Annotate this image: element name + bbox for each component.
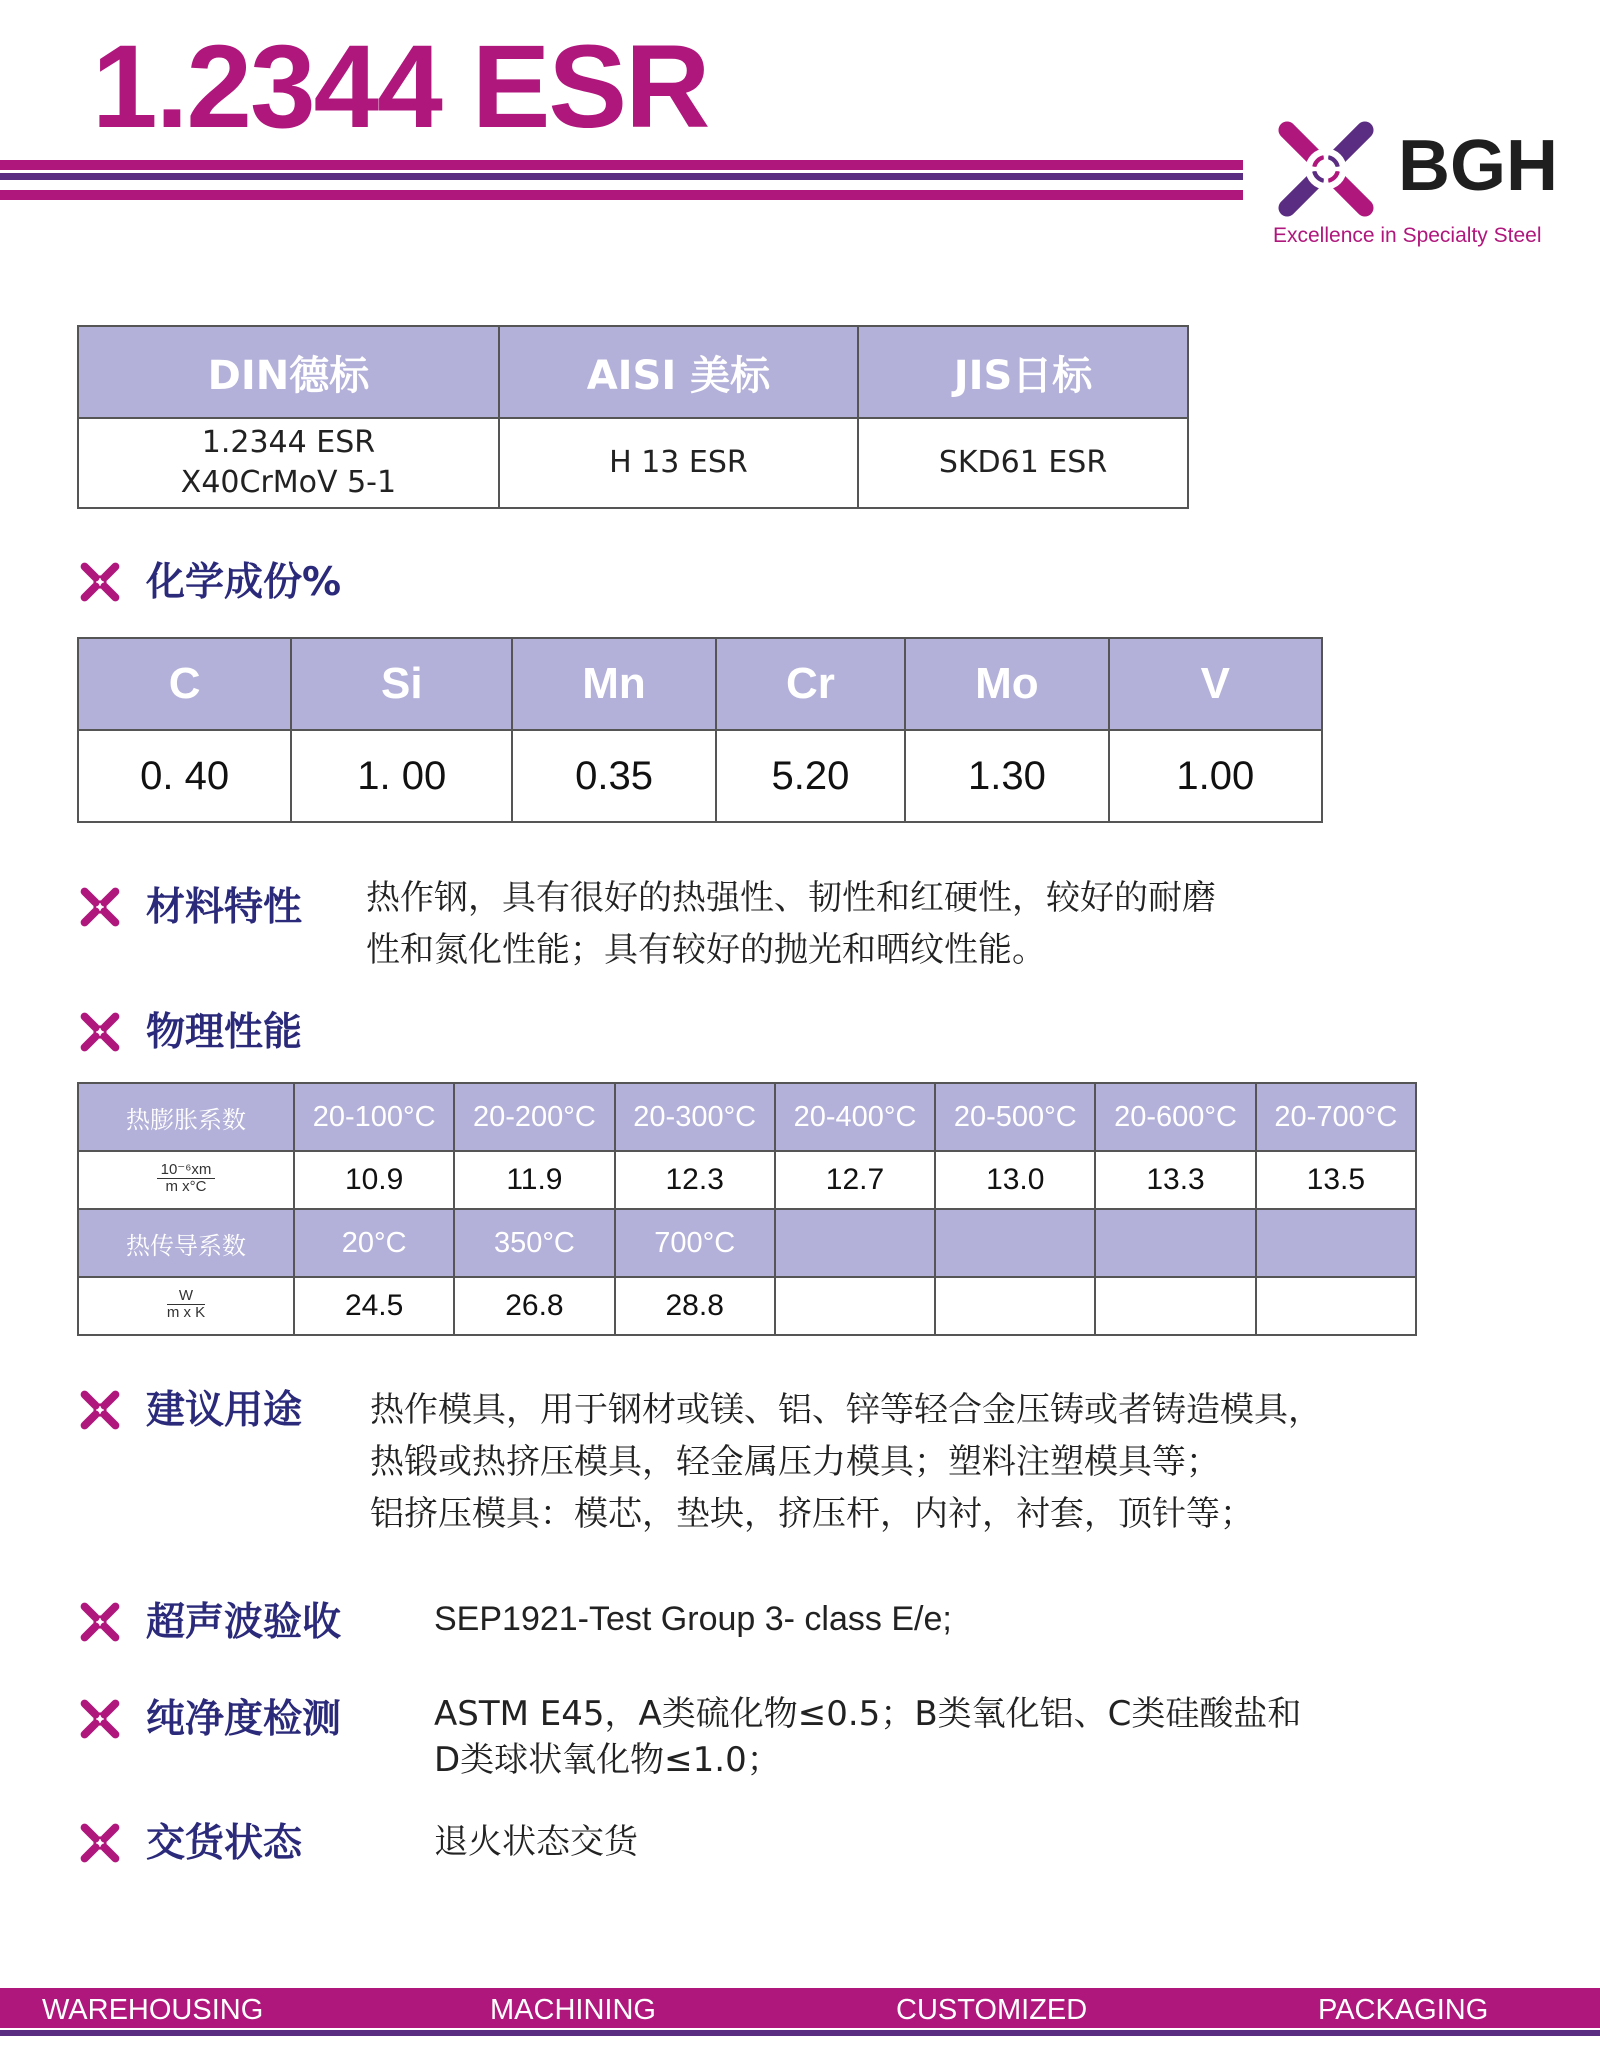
expansion-temp-header: 20-200°C	[454, 1083, 614, 1151]
unit-numerator: W	[167, 1288, 205, 1305]
standards-header-jis: JIS日标	[858, 326, 1188, 418]
expansion-temp-header: 20-300°C	[615, 1083, 775, 1151]
element-value: 1.30	[905, 730, 1108, 822]
purity-line: ASTM E45，A类硫化物≤0.5；B类氧化铝、C类硅酸盐和	[434, 1694, 1302, 1734]
section-x-icon	[78, 1600, 122, 1644]
section-x-icon	[78, 1697, 122, 1741]
purity-text	[434, 1691, 1301, 1783]
section-title-chemical: 化学成份%	[146, 560, 342, 605]
din-grade: 1.2344 ESR	[201, 425, 376, 460]
bgh-x-logo-icon	[1272, 115, 1380, 223]
unit-fraction	[157, 1162, 216, 1195]
conductivity-value: 26.8	[454, 1277, 614, 1335]
section-x-icon	[78, 560, 122, 604]
expansion-value: 12.3	[615, 1151, 775, 1209]
section-x-icon	[78, 1010, 122, 1054]
element-value: 1.00	[1109, 730, 1322, 822]
empty-header-cell	[1095, 1209, 1255, 1277]
expansion-value: 11.9	[454, 1151, 614, 1209]
conductivity-temp-header: 350°C	[454, 1209, 614, 1277]
purity-line: D类球状氧化物≤1.0；	[434, 1740, 781, 1780]
unit-denominator: m x°C	[165, 1177, 207, 1195]
standards-value-din	[78, 418, 499, 508]
element-header: Mo	[905, 638, 1108, 730]
section-title-ultrasonic: 超声波验收	[146, 1600, 342, 1645]
element-value: 0. 40	[78, 730, 291, 822]
conductivity-temp-header: 20°C	[294, 1209, 454, 1277]
empty-cell	[1095, 1277, 1255, 1335]
standards-header-din: DIN德标	[78, 326, 499, 418]
element-value: 5.20	[716, 730, 905, 822]
empty-header-cell	[775, 1209, 935, 1277]
section-x-icon	[78, 1821, 122, 1865]
section-title-delivery: 交货状态	[146, 1821, 303, 1866]
standards-header-aisi: AISI 美标	[499, 326, 858, 418]
standards-table	[77, 325, 1189, 509]
conductivity-label: 热传导系数	[78, 1209, 294, 1277]
expansion-value: 13.3	[1095, 1151, 1255, 1209]
element-value: 0.35	[512, 730, 715, 822]
element-header: V	[1109, 638, 1322, 730]
expansion-label: 热膨胀系数	[78, 1083, 294, 1151]
expansion-temp-header: 20-600°C	[1095, 1083, 1255, 1151]
usage-line: 铝挤压模具：模芯，垫块，挤压杆，内衬，衬套，顶针等；	[370, 1494, 1254, 1534]
expansion-temp-header: 20-700°C	[1256, 1083, 1416, 1151]
section-title-material: 材料特性	[146, 885, 303, 930]
expansion-value: 12.7	[775, 1151, 935, 1209]
material-line: 热作钢，具有很好的热强性、韧性和红硬性，较好的耐磨	[366, 878, 1216, 918]
chemical-table	[77, 637, 1323, 823]
expansion-value: 13.0	[935, 1151, 1095, 1209]
page-title: 1.2344 ESR	[92, 21, 709, 153]
empty-cell	[1256, 1277, 1416, 1335]
footer-item-customized: CUSTOMIZED	[896, 1994, 1088, 2026]
expansion-temp-header: 20-400°C	[775, 1083, 935, 1151]
conductivity-value: 24.5	[294, 1277, 454, 1335]
header-bar-magenta	[0, 160, 1243, 170]
empty-cell	[935, 1277, 1095, 1335]
unit-denominator: m x K	[166, 1303, 206, 1321]
expansion-unit	[78, 1151, 294, 1209]
element-header: Cr	[716, 638, 905, 730]
usage-line: 热作模具，用于钢材或镁、铝、锌等轻合金压铸或者铸造模具，	[370, 1390, 1322, 1430]
section-title-physical: 物理性能	[146, 1010, 303, 1055]
brand-name: BGH	[1398, 126, 1558, 206]
unit-numerator: 10⁻⁶xm	[157, 1162, 216, 1179]
delivery-text: 退火状态交货	[434, 1822, 638, 1862]
element-header: Mn	[512, 638, 715, 730]
expansion-temp-header: 20-500°C	[935, 1083, 1095, 1151]
expansion-temp-header: 20-100°C	[294, 1083, 454, 1151]
standards-value-jis: SKD61 ESR	[858, 418, 1188, 508]
material-line: 性和氮化性能；具有较好的抛光和晒纹性能。	[366, 930, 1046, 970]
conductivity-unit	[78, 1277, 294, 1335]
element-value: 1. 00	[291, 730, 512, 822]
empty-header-cell	[1256, 1209, 1416, 1277]
usage-line: 热锻或热挤压模具，轻金属压力模具；塑料注塑模具等；	[370, 1442, 1220, 1482]
section-title-purity: 纯净度检测	[146, 1697, 342, 1742]
brand-tagline: Excellence in Specialty Steel	[1273, 224, 1542, 247]
unit-fraction	[167, 1288, 205, 1321]
element-header: C	[78, 638, 291, 730]
footer-bar-purple	[0, 2030, 1600, 2036]
usage-description	[370, 1384, 1322, 1540]
material-description	[366, 872, 1216, 976]
conductivity-value: 28.8	[615, 1277, 775, 1335]
expansion-value: 13.5	[1256, 1151, 1416, 1209]
empty-cell	[775, 1277, 935, 1335]
footer-item-warehousing: WAREHOUSING	[42, 1994, 264, 2026]
section-x-icon	[78, 1388, 122, 1432]
element-header: Si	[291, 638, 512, 730]
section-title-usage: 建议用途	[146, 1388, 303, 1433]
footer-item-machining: MACHINING	[490, 1994, 656, 2026]
standards-value-aisi: H 13 ESR	[499, 418, 858, 508]
header-bar-magenta-2	[0, 190, 1243, 200]
expansion-value: 10.9	[294, 1151, 454, 1209]
empty-header-cell	[935, 1209, 1095, 1277]
header-bar-purple	[0, 173, 1243, 180]
footer-item-packaging: PACKAGING	[1318, 1994, 1489, 2026]
ultrasonic-text: SEP1921-Test Group 3- class E/e;	[434, 1600, 952, 1638]
conductivity-temp-header: 700°C	[615, 1209, 775, 1277]
din-designation: X40CrMoV 5-1	[180, 465, 397, 500]
section-x-icon	[78, 885, 122, 929]
physical-table	[77, 1082, 1417, 1336]
